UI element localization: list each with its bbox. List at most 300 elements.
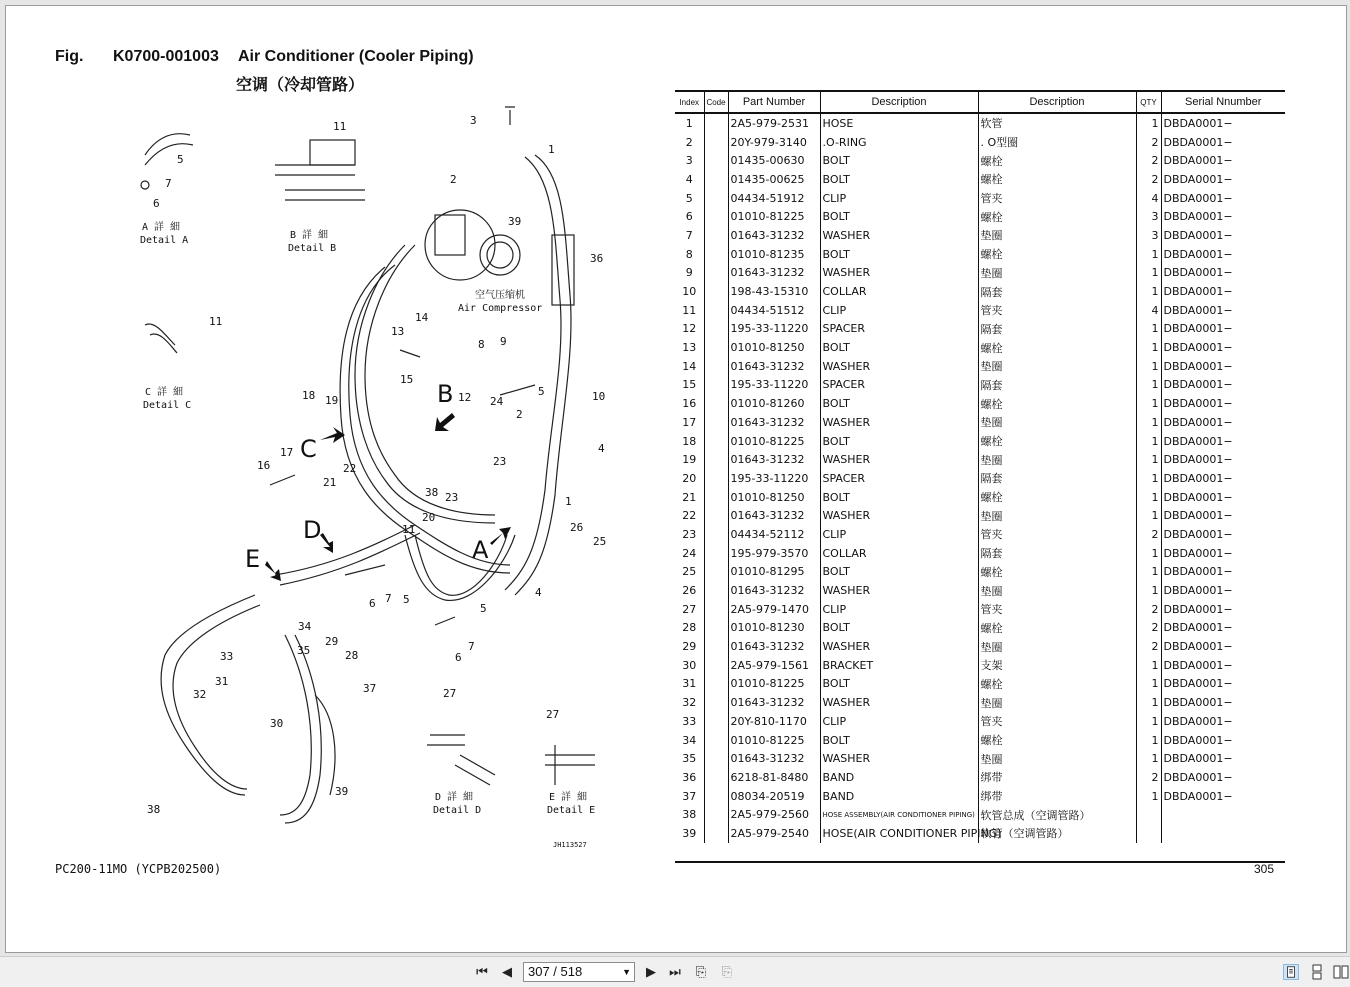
row-index: 4 xyxy=(685,172,693,186)
row-description-cn: 绑带 xyxy=(978,768,1136,787)
header-description-en: Description xyxy=(820,91,978,113)
row-index: 17 xyxy=(682,415,697,429)
row-serial: DBDA0001− xyxy=(1161,488,1285,507)
row-qty: 1 xyxy=(1136,413,1161,432)
row-part-number: 01643-31232 xyxy=(728,637,820,656)
row-description-en: COLLAR xyxy=(820,282,978,301)
svg-text:24: 24 xyxy=(490,395,504,408)
row-description-cn: 螺栓 xyxy=(978,563,1136,582)
row-code xyxy=(704,805,728,824)
model-label: PC200-11MO (YCPB202500) xyxy=(55,862,222,876)
row-index: 26 xyxy=(682,584,697,598)
svg-text:12: 12 xyxy=(458,391,472,404)
row-part-number: 2A5-979-1470 xyxy=(728,600,820,619)
row-description-cn: 垫圈 xyxy=(978,581,1136,600)
row-description-en: BOLT xyxy=(820,151,978,170)
svg-text:1: 1 xyxy=(548,143,555,156)
row-description-en: WASHER xyxy=(820,693,978,712)
row-code xyxy=(704,749,728,768)
row-index: 6 xyxy=(685,210,693,224)
row-serial xyxy=(1161,824,1285,843)
svg-text:5: 5 xyxy=(538,385,545,398)
row-qty: 1 xyxy=(1136,749,1161,768)
row-description-en: WASHER xyxy=(820,749,978,768)
row-description-en: CLIP xyxy=(820,189,978,208)
row-description-en: WASHER xyxy=(820,450,978,469)
fig-code: K0700-001003 xyxy=(113,48,219,65)
row-description-cn: 隔套 xyxy=(978,282,1136,301)
callout-d: D xyxy=(303,516,322,544)
row-serial: DBDA0001− xyxy=(1161,338,1285,357)
row-description-cn: 隔套 xyxy=(978,469,1136,488)
row-description-en: BOLT xyxy=(820,675,978,694)
detail-b-cn: B 詳 細 xyxy=(290,230,329,241)
row-serial: DBDA0001− xyxy=(1161,113,1285,133)
row-part-number: 195-33-11220 xyxy=(728,469,820,488)
row-code xyxy=(704,394,728,413)
row-serial: DBDA0001− xyxy=(1161,525,1285,544)
svg-text:2: 2 xyxy=(516,408,523,421)
row-part-number: 2A5-979-2560 xyxy=(728,805,820,824)
row-serial: DBDA0001− xyxy=(1161,432,1285,451)
row-description-en: WASHER xyxy=(820,226,978,245)
row-qty: 1 xyxy=(1136,693,1161,712)
row-part-number: 01010-81295 xyxy=(728,563,820,582)
callout-b: B xyxy=(437,380,454,408)
row-serial: DBDA0001− xyxy=(1161,413,1285,432)
svg-text:18: 18 xyxy=(302,389,316,402)
row-description-en: BOLT xyxy=(820,245,978,264)
table-row xyxy=(675,637,1285,656)
table-row xyxy=(675,805,1285,824)
svg-text:33: 33 xyxy=(220,650,234,663)
last-page-button[interactable]: ⏭ xyxy=(669,964,681,979)
row-part-number: 2A5-979-2531 xyxy=(728,113,820,133)
row-code xyxy=(704,301,728,320)
prev-page-button[interactable]: ◀ xyxy=(502,964,512,979)
row-serial: DBDA0001− xyxy=(1161,207,1285,226)
row-index: 33 xyxy=(682,714,697,728)
row-code xyxy=(704,768,728,787)
row-serial: DBDA0001− xyxy=(1161,394,1285,413)
callout-a: A xyxy=(472,536,489,564)
row-code xyxy=(704,189,728,208)
row-qty xyxy=(1136,805,1161,824)
row-description-cn: 螺栓 xyxy=(978,170,1136,189)
table-row xyxy=(675,113,1285,133)
table-row xyxy=(675,749,1285,768)
row-description-cn: 管夹 xyxy=(978,600,1136,619)
row-description-cn: 螺栓 xyxy=(978,731,1136,750)
svg-text:29: 29 xyxy=(325,635,339,648)
row-qty: 2 xyxy=(1136,637,1161,656)
row-code xyxy=(704,357,728,376)
row-part-number: 195-33-11220 xyxy=(728,376,820,395)
table-row xyxy=(675,693,1285,712)
svg-text:8: 8 xyxy=(478,338,485,351)
row-part-number: 195-33-11220 xyxy=(728,320,820,339)
table-header-row xyxy=(675,91,1285,113)
svg-text:38: 38 xyxy=(425,486,439,499)
row-description-en: BOLT xyxy=(820,619,978,638)
row-description-en: BOLT xyxy=(820,563,978,582)
row-description-en: WASHER xyxy=(820,264,978,283)
row-qty: 1 xyxy=(1136,787,1161,806)
row-code xyxy=(704,113,728,133)
chevron-down-icon: ▼ xyxy=(622,967,631,977)
row-part-number: 01643-31232 xyxy=(728,506,820,525)
row-index: 24 xyxy=(682,546,697,560)
svg-text:7: 7 xyxy=(385,592,392,605)
row-description-en: COLLAR xyxy=(820,544,978,563)
table-row xyxy=(675,469,1285,488)
row-qty: 1 xyxy=(1136,712,1161,731)
row-code xyxy=(704,637,728,656)
svg-text:38: 38 xyxy=(147,803,161,816)
row-description-cn: 螺栓 xyxy=(978,432,1136,451)
row-code xyxy=(704,525,728,544)
row-qty: 1 xyxy=(1136,544,1161,563)
row-index: 19 xyxy=(682,453,697,467)
table-row xyxy=(675,207,1285,226)
row-code xyxy=(704,432,728,451)
row-code xyxy=(704,544,728,563)
row-index: 23 xyxy=(682,527,697,541)
svg-text:35: 35 xyxy=(297,644,311,657)
svg-text:13: 13 xyxy=(391,325,405,338)
row-part-number: 6218-81-8480 xyxy=(728,768,820,787)
row-qty: 1 xyxy=(1136,113,1161,133)
row-qty: 1 xyxy=(1136,488,1161,507)
callout-e: E xyxy=(245,545,261,573)
row-description-en: WASHER xyxy=(820,413,978,432)
row-index: 27 xyxy=(682,602,697,616)
row-qty: 1 xyxy=(1136,469,1161,488)
row-qty: 2 xyxy=(1136,600,1161,619)
row-description-en: CLIP xyxy=(820,712,978,731)
table-row xyxy=(675,320,1285,339)
row-serial: DBDA0001− xyxy=(1161,619,1285,638)
page-selector-value: 307 / 518 xyxy=(528,964,583,979)
row-index: 22 xyxy=(682,509,697,523)
row-description-cn: 软管（空调管路） xyxy=(978,824,1136,843)
svg-text:6: 6 xyxy=(153,197,160,210)
row-code xyxy=(704,151,728,170)
header-qty: QTY xyxy=(1136,91,1161,113)
first-page-button[interactable]: ⏮ xyxy=(476,964,488,979)
row-code xyxy=(704,320,728,339)
row-description-cn: 管夹 xyxy=(978,712,1136,731)
detail-c-label: Detail C xyxy=(143,400,192,411)
row-index: 9 xyxy=(685,266,693,280)
row-part-number: 08034-20519 xyxy=(728,787,820,806)
row-serial: DBDA0001− xyxy=(1161,189,1285,208)
svg-text:3: 3 xyxy=(470,114,477,127)
table-row xyxy=(675,824,1285,843)
row-qty: 2 xyxy=(1136,133,1161,152)
row-description-cn: 垫圈 xyxy=(978,264,1136,283)
row-description-en: WASHER xyxy=(820,357,978,376)
row-index: 32 xyxy=(682,696,697,710)
row-part-number: 01643-31232 xyxy=(728,749,820,768)
row-index: 13 xyxy=(682,341,697,355)
svg-text:39: 39 xyxy=(508,215,522,228)
row-qty: 1 xyxy=(1136,432,1161,451)
row-description-en: WASHER xyxy=(820,506,978,525)
row-serial: DBDA0001− xyxy=(1161,245,1285,264)
svg-text:4: 4 xyxy=(535,586,542,599)
row-description-en: SPACER xyxy=(820,469,978,488)
row-index: 10 xyxy=(682,285,697,299)
row-description-cn: 垫圈 xyxy=(978,506,1136,525)
row-index: 16 xyxy=(682,397,697,411)
svg-text:7: 7 xyxy=(468,640,475,653)
parts-table-wrapper xyxy=(675,90,1285,860)
next-page-button[interactable]: ▶ xyxy=(646,964,656,979)
row-qty: 2 xyxy=(1136,151,1161,170)
row-description-cn: 软管总成（空调管路） xyxy=(978,805,1136,824)
row-qty: 4 xyxy=(1136,189,1161,208)
svg-text:10: 10 xyxy=(592,390,606,403)
detail-d-cn: D 詳 細 xyxy=(435,792,474,803)
svg-text:6: 6 xyxy=(455,651,462,664)
row-part-number: 01010-81260 xyxy=(728,394,820,413)
row-qty: 1 xyxy=(1136,731,1161,750)
row-part-number: 20Y-810-1170 xyxy=(728,712,820,731)
detail-a-label: Detail A xyxy=(140,235,189,246)
row-code xyxy=(704,712,728,731)
row-code xyxy=(704,488,728,507)
row-qty: 1 xyxy=(1136,338,1161,357)
table-row xyxy=(675,413,1285,432)
row-code xyxy=(704,824,728,843)
row-description-cn: 垫圈 xyxy=(978,637,1136,656)
row-index: 25 xyxy=(682,565,697,579)
forward-view-icon[interactable]: ⎘ xyxy=(721,964,733,979)
row-qty: 4 xyxy=(1136,301,1161,320)
row-serial: DBDA0001− xyxy=(1161,693,1285,712)
row-part-number: 01643-31232 xyxy=(728,450,820,469)
table-row xyxy=(675,264,1285,283)
row-description-en: HOSE xyxy=(820,113,978,133)
row-description-en: BRACKET xyxy=(820,656,978,675)
row-description-cn: 螺栓 xyxy=(978,488,1136,507)
parts-table-body xyxy=(675,113,1285,843)
row-description-cn: 螺栓 xyxy=(978,338,1136,357)
row-description-cn: 垫圈 xyxy=(978,226,1136,245)
svg-text:32: 32 xyxy=(193,688,207,701)
row-code xyxy=(704,619,728,638)
row-description-en: BOLT xyxy=(820,394,978,413)
row-serial: DBDA0001− xyxy=(1161,450,1285,469)
svg-text:14: 14 xyxy=(415,311,429,324)
row-code xyxy=(704,656,728,675)
row-serial: DBDA0001− xyxy=(1161,133,1285,152)
row-code xyxy=(704,226,728,245)
table-row xyxy=(675,731,1285,750)
row-description-en: SPACER xyxy=(820,376,978,395)
row-index: 37 xyxy=(682,789,697,803)
row-description-en: HOSE(AIR CONDITIONER PIPING) xyxy=(820,824,978,843)
row-code xyxy=(704,264,728,283)
detail-c-cn: C 詳 細 xyxy=(145,387,184,398)
back-view-icon[interactable]: ⎘ xyxy=(695,964,707,979)
continuous-view-icon[interactable] xyxy=(1309,964,1325,980)
row-code xyxy=(704,376,728,395)
row-part-number: 01435-00625 xyxy=(728,170,820,189)
row-part-number: 01010-81250 xyxy=(728,338,820,357)
row-index: 14 xyxy=(682,359,697,373)
row-qty: 1 xyxy=(1136,320,1161,339)
row-code xyxy=(704,563,728,582)
row-description-en: CLIP xyxy=(820,600,978,619)
svg-text:26: 26 xyxy=(570,521,584,534)
row-part-number: 01010-81230 xyxy=(728,619,820,638)
row-description-en: .O-RING xyxy=(820,133,978,152)
svg-text:16: 16 xyxy=(257,459,271,472)
row-serial: DBDA0001− xyxy=(1161,376,1285,395)
row-serial: DBDA0001− xyxy=(1161,563,1285,582)
row-description-cn: 垫圈 xyxy=(978,693,1136,712)
detail-a-cn: A 詳 細 xyxy=(142,222,181,233)
row-code xyxy=(704,133,728,152)
parts-table xyxy=(675,90,1285,843)
table-row xyxy=(675,712,1285,731)
row-index: 30 xyxy=(682,658,697,672)
row-part-number: 01010-81225 xyxy=(728,731,820,750)
detail-e-label: Detail E xyxy=(547,805,596,816)
row-part-number: 01643-31232 xyxy=(728,357,820,376)
svg-text:22: 22 xyxy=(343,462,357,475)
svg-text:11: 11 xyxy=(209,315,223,328)
row-code xyxy=(704,675,728,694)
row-description-cn: 螺栓 xyxy=(978,394,1136,413)
row-index: 39 xyxy=(682,826,697,840)
row-qty xyxy=(1136,824,1161,843)
row-description-cn: 垫圈 xyxy=(978,357,1136,376)
row-code xyxy=(704,600,728,619)
row-serial: DBDA0001− xyxy=(1161,264,1285,283)
svg-text:1: 1 xyxy=(565,495,572,508)
row-code xyxy=(704,581,728,600)
row-description-cn: 螺栓 xyxy=(978,207,1136,226)
detail-e-cn: E 詳 細 xyxy=(549,792,588,803)
page-selector[interactable] xyxy=(523,962,635,982)
table-row xyxy=(675,525,1285,544)
row-description-en: BOLT xyxy=(820,338,978,357)
row-code xyxy=(704,207,728,226)
row-serial: DBDA0001− xyxy=(1161,282,1285,301)
two-page-view-icon[interactable] xyxy=(1333,964,1349,980)
table-row xyxy=(675,226,1285,245)
svg-text:11: 11 xyxy=(402,523,416,536)
row-code xyxy=(704,282,728,301)
fig-label: Fig. xyxy=(55,48,84,65)
svg-text:39: 39 xyxy=(335,785,349,798)
row-qty: 1 xyxy=(1136,450,1161,469)
row-part-number: 01643-31232 xyxy=(728,226,820,245)
row-description-cn: 垫圈 xyxy=(978,450,1136,469)
svg-text:4: 4 xyxy=(598,442,605,455)
row-index: 36 xyxy=(682,770,697,784)
detail-d-label: Detail D xyxy=(433,805,482,816)
row-description-cn: 垫圈 xyxy=(978,749,1136,768)
row-part-number: 01643-31232 xyxy=(728,413,820,432)
row-serial: DBDA0001− xyxy=(1161,357,1285,376)
header-part-number: Part Number xyxy=(728,91,820,113)
row-qty: 3 xyxy=(1136,207,1161,226)
row-qty: 2 xyxy=(1136,768,1161,787)
table-bottom-rule xyxy=(675,861,1285,863)
table-row xyxy=(675,376,1285,395)
row-index: 1 xyxy=(685,116,693,130)
row-part-number: 2A5-979-2540 xyxy=(728,824,820,843)
single-page-view-icon[interactable] xyxy=(1283,964,1299,980)
row-description-en: SPACER xyxy=(820,320,978,339)
row-serial: DBDA0001− xyxy=(1161,544,1285,563)
row-index: 18 xyxy=(682,434,697,448)
header-description-cn: Description xyxy=(978,91,1136,113)
row-part-number: 01010-81225 xyxy=(728,207,820,226)
figure-title-cn: 空调（冷却管路） xyxy=(236,75,365,94)
svg-text:9: 9 xyxy=(500,335,507,348)
row-description-en: BOLT xyxy=(820,170,978,189)
row-index: 21 xyxy=(682,490,697,504)
row-serial: DBDA0001− xyxy=(1161,731,1285,750)
row-part-number: 01010-81225 xyxy=(728,432,820,451)
svg-text:19: 19 xyxy=(325,394,339,407)
table-row xyxy=(675,357,1285,376)
row-serial: DBDA0001− xyxy=(1161,170,1285,189)
svg-text:25: 25 xyxy=(593,535,607,548)
row-part-number: 01435-00630 xyxy=(728,151,820,170)
table-row xyxy=(675,544,1285,563)
compressor-cn: 空气压缩机 xyxy=(475,290,525,301)
row-code xyxy=(704,338,728,357)
figure-title-row xyxy=(55,48,474,66)
row-part-number: 01643-31232 xyxy=(728,264,820,283)
row-description-cn: 垫圈 xyxy=(978,413,1136,432)
row-index: 28 xyxy=(682,621,697,635)
row-description-en: CLIP xyxy=(820,301,978,320)
row-description-en: WASHER xyxy=(820,637,978,656)
table-row xyxy=(675,170,1285,189)
svg-text:5: 5 xyxy=(403,593,410,606)
row-index: 35 xyxy=(682,752,697,766)
table-row xyxy=(675,768,1285,787)
row-qty: 1 xyxy=(1136,563,1161,582)
table-row xyxy=(675,151,1285,170)
row-part-number: 2A5-979-1561 xyxy=(728,656,820,675)
callout-c: C xyxy=(300,435,317,463)
row-index: 29 xyxy=(682,640,697,654)
row-serial: DBDA0001− xyxy=(1161,656,1285,675)
row-index: 5 xyxy=(685,191,693,205)
row-description-en: BOLT xyxy=(820,207,978,226)
row-qty: 1 xyxy=(1136,357,1161,376)
row-qty: 1 xyxy=(1136,581,1161,600)
table-row xyxy=(675,656,1285,675)
table-row xyxy=(675,675,1285,694)
row-description-cn: 软管 xyxy=(978,113,1136,133)
row-code xyxy=(704,731,728,750)
row-code xyxy=(704,506,728,525)
row-serial: DBDA0001− xyxy=(1161,768,1285,787)
row-part-number: 20Y-979-3140 xyxy=(728,133,820,152)
row-code xyxy=(704,413,728,432)
svg-text:7: 7 xyxy=(165,177,172,190)
table-row xyxy=(675,133,1285,152)
